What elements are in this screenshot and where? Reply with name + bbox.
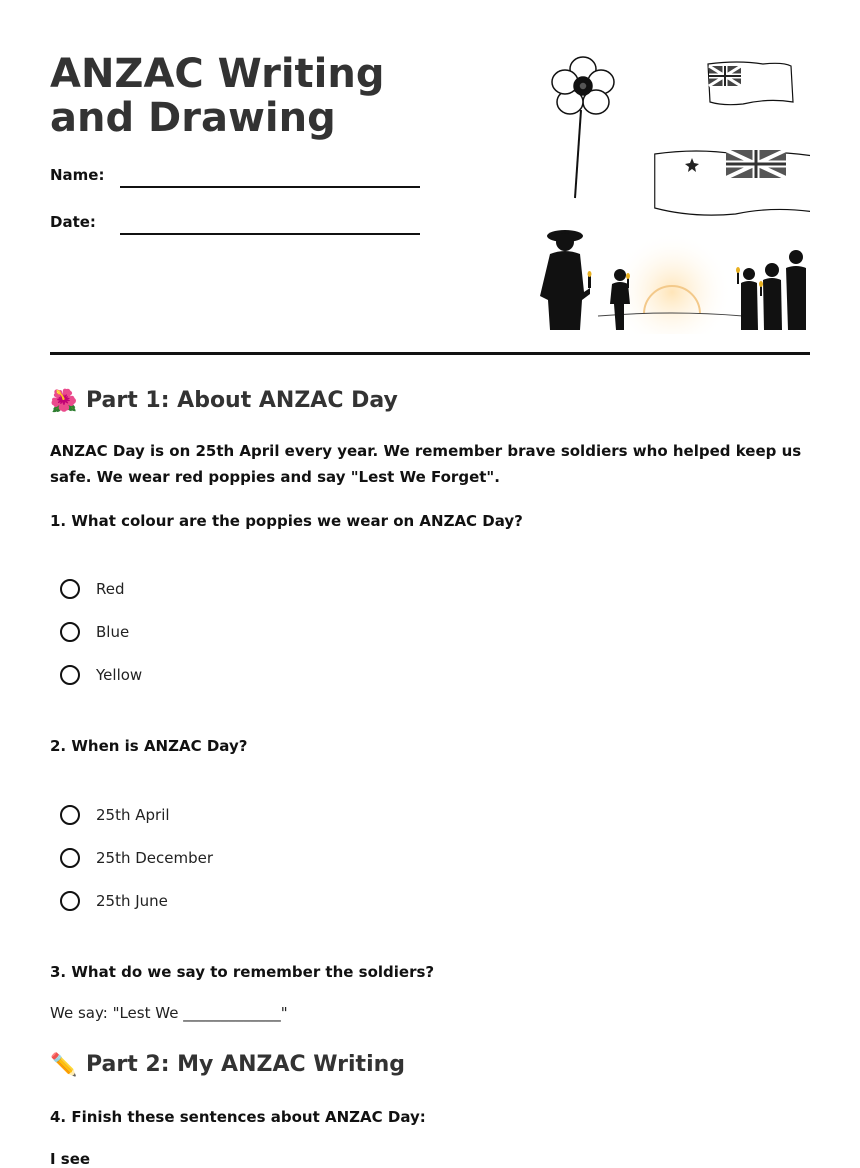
question-3: 3. What do we say to remember the soldiers? [50, 963, 435, 981]
new-zealand-flag-icon [708, 62, 793, 105]
fill-in-blank[interactable]: We say: "Lest We _____________" [50, 1004, 288, 1022]
pencil-icon: ✏️ [50, 1052, 78, 1078]
anzac-illustration [538, 52, 810, 334]
radio-button[interactable] [60, 665, 80, 685]
option-label: 25th June [96, 892, 168, 910]
radio-button[interactable] [60, 891, 80, 911]
question-2: 2. When is ANZAC Day? [50, 737, 248, 755]
question-4: 4. Finish these sentences about ANZAC Day: [50, 1108, 426, 1126]
option-25th-june[interactable] [60, 888, 168, 914]
question-1: 1. What colour are the poppies we wear on ANZAC Day? [50, 512, 523, 530]
option-label: 25th April [96, 806, 170, 824]
part1-title: Part 1: About ANZAC Day [86, 388, 398, 413]
name-line [120, 186, 420, 188]
poppy-icon [552, 57, 614, 198]
name-label: Name: [50, 166, 105, 184]
radio-button[interactable] [60, 805, 80, 825]
option-red[interactable] [60, 576, 125, 602]
worksheet-header [50, 0, 810, 355]
part1-intro: ANZAC Day is on 25th April every year. We remember brave soldiers who helped keep us safe. We wear red poppies and say "Lest We Forget". [50, 442, 802, 486]
soldier-silhouette-icon [540, 230, 592, 330]
australian-flag-icon [655, 150, 810, 215]
option-label: Red [96, 580, 125, 598]
radio-button[interactable] [60, 848, 80, 868]
radio-button[interactable] [60, 622, 80, 642]
hibiscus-icon: 🌺 [50, 388, 78, 414]
worksheet-title: ANZAC Writing and Drawing [50, 51, 385, 141]
option-blue[interactable] [60, 619, 129, 645]
part2-heading [50, 1052, 405, 1078]
option-25th-april[interactable] [60, 802, 170, 828]
option-label: Blue [96, 623, 130, 641]
date-label: Date: [50, 213, 96, 231]
part1-heading [50, 388, 398, 414]
family-silhouette-icon [736, 250, 806, 330]
date-line [120, 233, 420, 235]
worksheet-page [50, 0, 810, 1168]
radio-button[interactable] [60, 579, 80, 599]
part2-title: Part 2: My ANZAC Writing [86, 1052, 406, 1077]
option-label: 25th December [96, 849, 214, 867]
option-yellow[interactable] [60, 662, 142, 688]
option-25th-december[interactable] [60, 845, 213, 871]
option-label: Yellow [96, 666, 143, 684]
sentence-prompt: I see [50, 1150, 91, 1168]
